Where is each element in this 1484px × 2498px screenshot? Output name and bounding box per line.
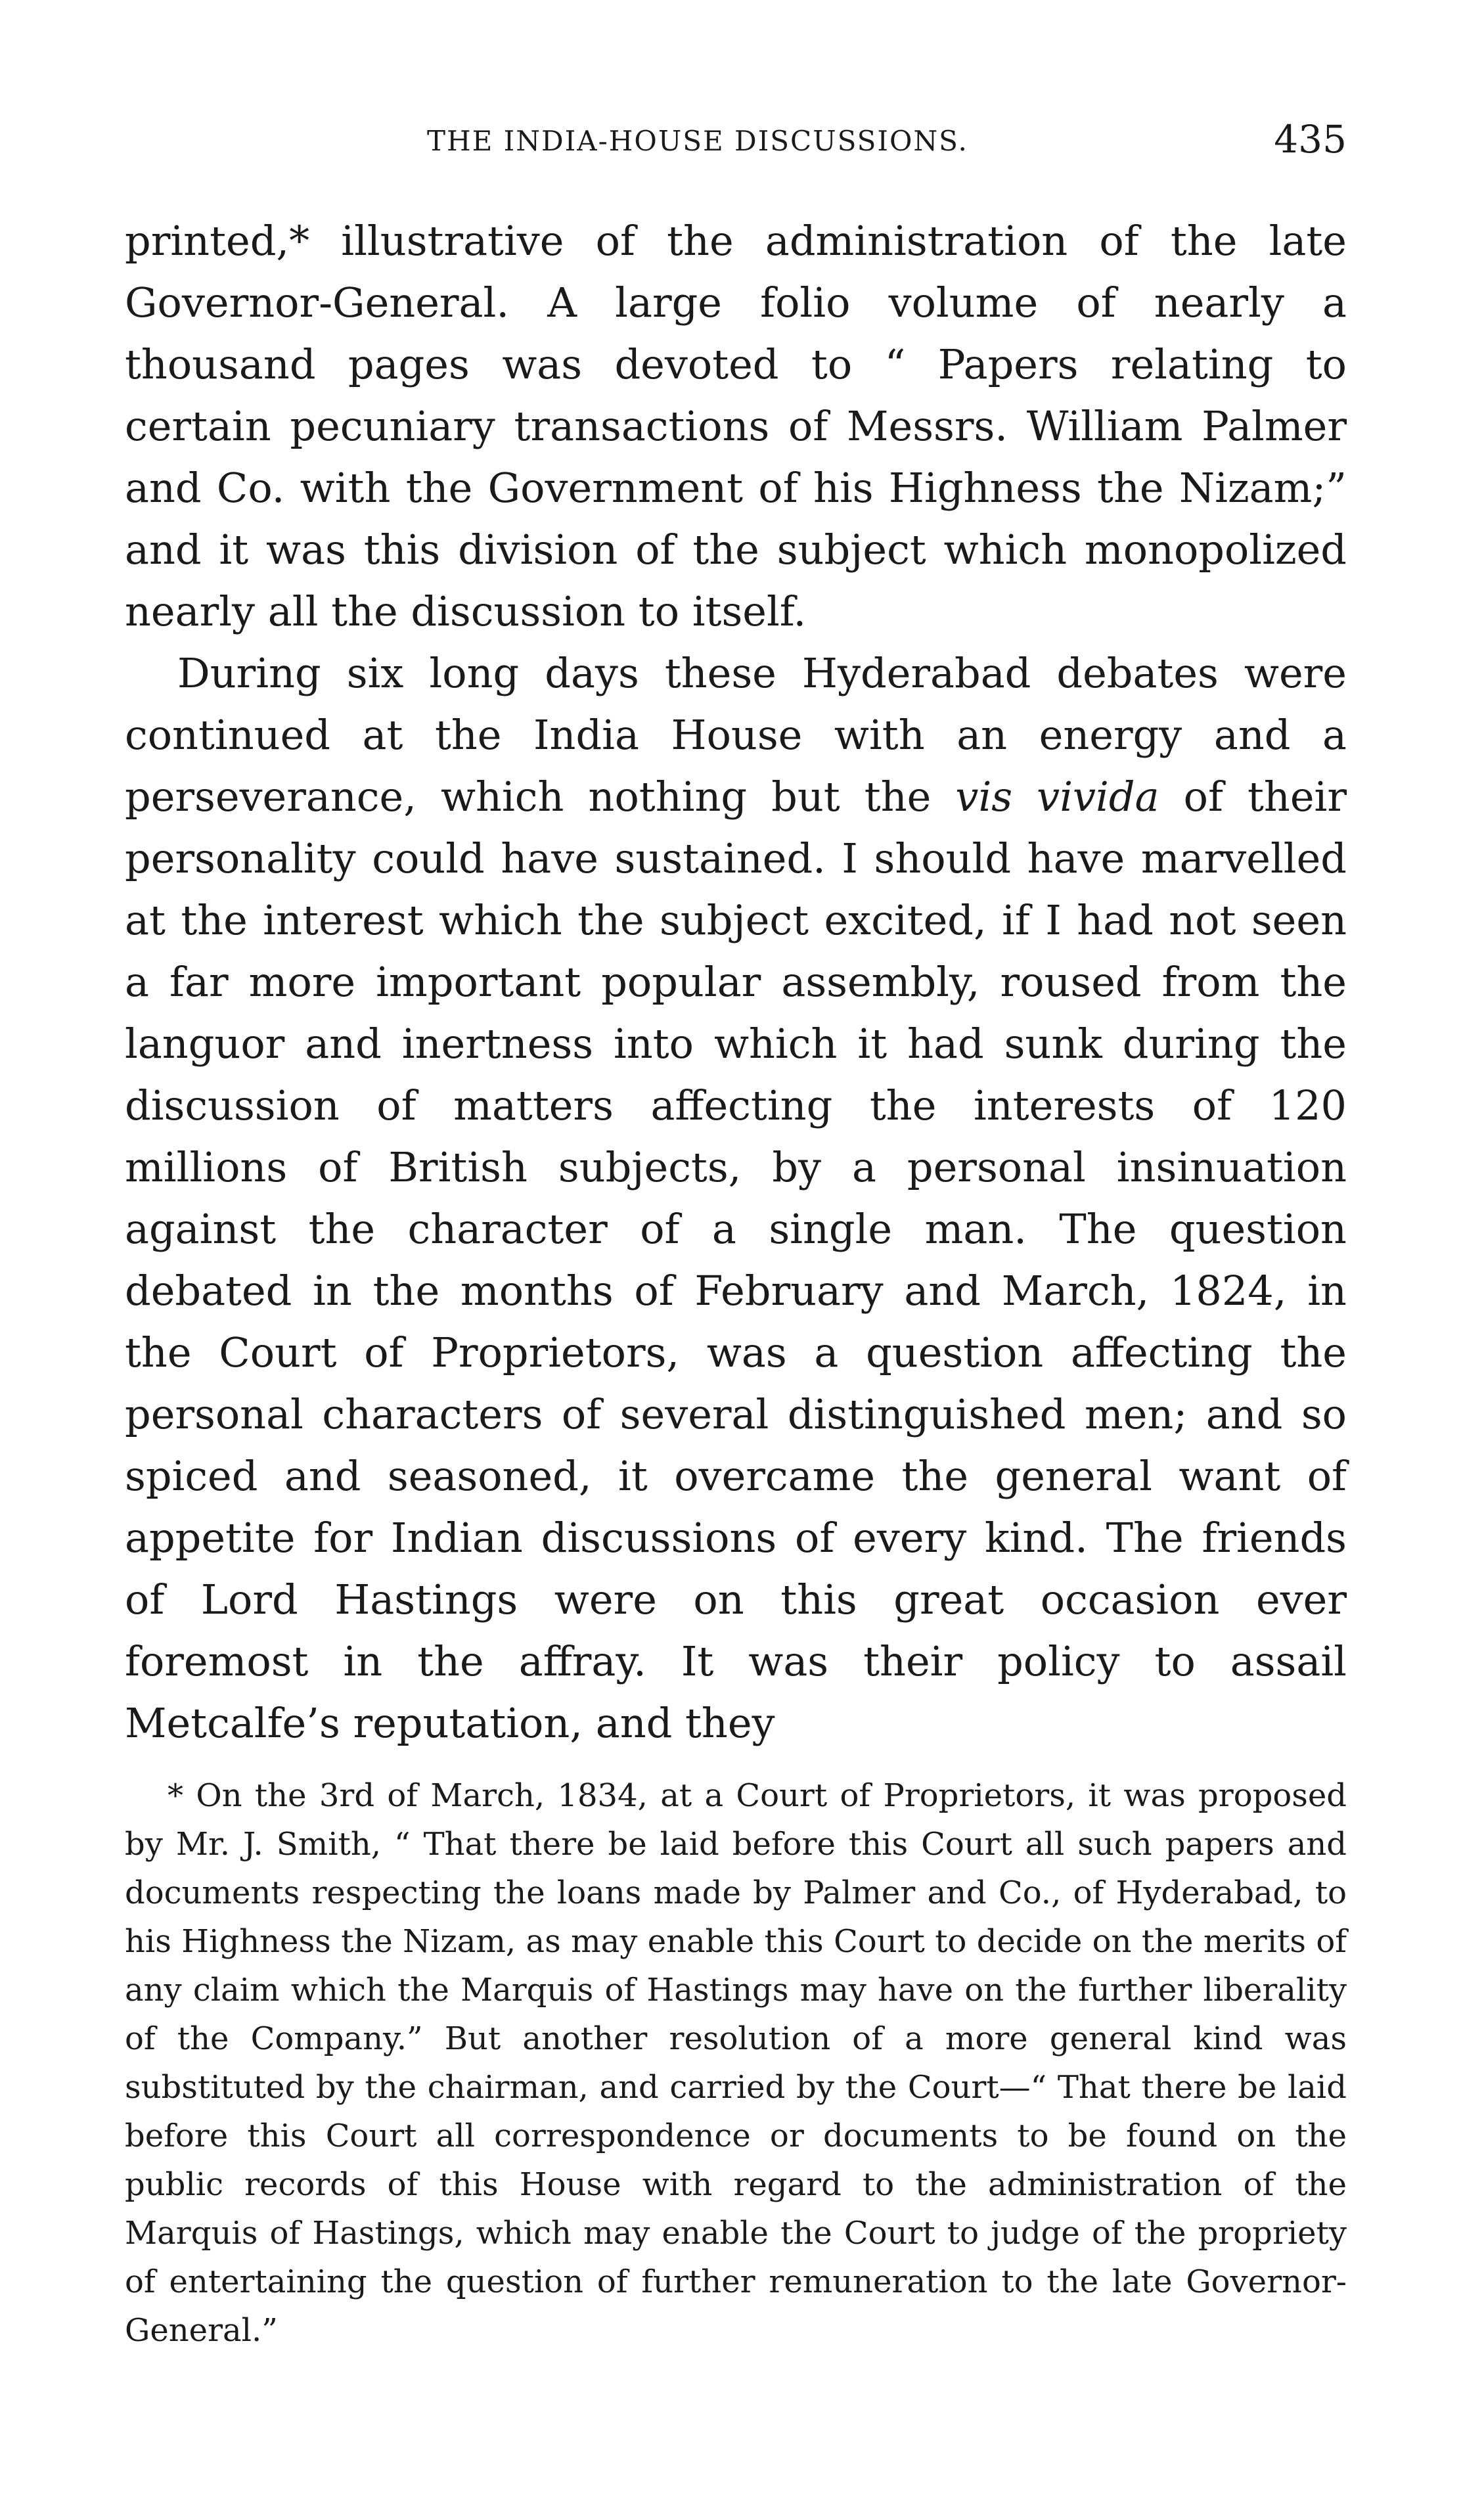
page-number: 435 [1274,117,1347,162]
paragraph-2-start: During six long days these Hyderabad debates were continued at the India House with an energy and a perseverance, which nothing but the [125,649,1347,821]
paragraph-2 [125,643,1347,1754]
footnote: * On the 3rd of March, 1834, at a Court of Proprietors, it was proposed by Mr. J. Smith, “ That there be laid before this Court all such papers and documents respecting the loans made by Palmer and Co., of Hyderabad, to his Highness the Nizam, as may enable this Court to decide on the merits of any claim which the Marquis of Hastings may have on the further liberality of the Company.” But another resolution of a more general kind was substituted by the chairman, and carried by the Court—“ That there be laid before this Court all correspondence or documents to be found on the public records of this House with regard to the administration of the Marquis of Hastings, which may enable the Court to judge of the propriety of entertaining the question of further remuneration to the late Governor-General.” [125,1777,1347,2349]
book-page [125,112,1347,2398]
running-head [125,112,1347,184]
paragraph-2-italic-phrase: vis vivida [955,773,1159,821]
paragraph-1: printed,* illustrative of the administration of the late Governor-General. A large folio volume of nearly a thousand pages was devoted to “ Papers relating to certain pecuniary transactions of Messrs. William Palmer and Co. with the Government of his Highness the Nizam;” and it was this division of the subject which monopolized nearly all the discussion to itself. [125,217,1347,635]
paragraph-2-end: of their personality could have sustained. I should have marvelled at the interest which the subject excited, if I had not seen a far more important popular assembly, roused from the languor and inertness into which it had sunk during the discussion of matters affecting the interests of 120 millions of British subjects, by a personal insinuation against the character of a single man. The question debated in the months of February and March, 1824, in the Court of Proprietors, was a question affecting the personal characters of several distinguished men; and so spiced and seasoned, it overcame the general want of appetite for Indian discussions of every kind. The friends of Lord Hastings were on this great occasion ever foremost in the affray. It was their policy to assail Metcalfe’s reputation, and they [125,773,1347,1747]
running-title: THE INDIA-HOUSE DISCUSSIONS. [427,125,968,157]
